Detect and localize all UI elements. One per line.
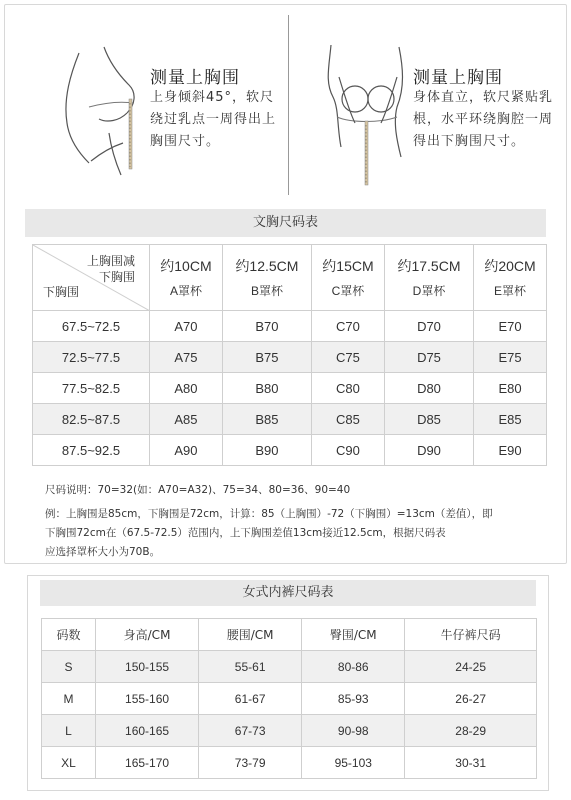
size-cell: A85 — [150, 404, 223, 435]
size-cell: D85 — [384, 404, 473, 435]
cup-difference: 约12.5CM — [235, 258, 299, 274]
cup-difference: 约15CM — [322, 258, 374, 274]
column-header: 臀围/CM — [302, 619, 405, 651]
size-cell: E80 — [474, 373, 547, 404]
upper-bust-figure-illustration — [49, 43, 149, 183]
bra-table-corner-cell — [33, 245, 150, 311]
underbust-range: 67.5~72.5 — [33, 311, 150, 342]
under-bust-figure-illustration — [311, 37, 421, 187]
column-header: 身高/CM — [95, 619, 198, 651]
cup-header — [222, 245, 311, 311]
size-code: S — [42, 651, 96, 683]
cup-label: C罩杯 — [331, 284, 365, 298]
size-cell: B75 — [222, 342, 311, 373]
hip-range: 80-86 — [302, 651, 405, 683]
size-cell: D90 — [384, 435, 473, 466]
size-cell: A80 — [150, 373, 223, 404]
hip-range: 85-93 — [302, 683, 405, 715]
pants-table-row — [42, 651, 537, 683]
size-cell: C85 — [312, 404, 385, 435]
size-cell: E70 — [474, 311, 547, 342]
size-cell: A90 — [150, 435, 223, 466]
column-header: 腰围/CM — [199, 619, 302, 651]
pants-table-row — [42, 715, 537, 747]
pants-table-header-row — [42, 619, 537, 651]
jeans-size: 26-27 — [405, 683, 537, 715]
height-range: 150-155 — [95, 651, 198, 683]
size-explanation: 尺码说明：70=32(如：A70=A32)、75=34、80=36、90=40 — [45, 484, 351, 496]
size-cell: C80 — [312, 373, 385, 404]
jeans-size: 24-25 — [405, 651, 537, 683]
under-bust-instructions: 身体直立，软尺紧贴乳根，水平环绕胸腔一周得出下胸围尺寸。 — [413, 90, 554, 149]
waist-range: 61-67 — [199, 683, 302, 715]
size-cell: D80 — [384, 373, 473, 404]
size-cell: A70 — [150, 311, 223, 342]
panty-size-panel — [27, 575, 549, 791]
example-line: 下胸围72cm在（67.5-72.5）范围内，上下胸围差值13cm接近12.5cm，根据尺码表 — [45, 527, 446, 539]
size-code: M — [42, 683, 96, 715]
column-header: 牛仔裤尺码 — [405, 619, 537, 651]
bra-size-panel — [4, 4, 567, 564]
cup-header — [384, 245, 473, 311]
cup-header — [150, 245, 223, 311]
size-cell: E90 — [474, 435, 547, 466]
size-cell: D75 — [384, 342, 473, 373]
size-cell: D70 — [384, 311, 473, 342]
cup-label: E罩杯 — [494, 284, 527, 298]
bra-table-row — [33, 311, 547, 342]
waist-range: 55-61 — [199, 651, 302, 683]
underbust-range: 77.5~82.5 — [33, 373, 150, 404]
size-cell: E85 — [474, 404, 547, 435]
cup-header — [474, 245, 547, 311]
pants-size-table — [41, 618, 537, 779]
waist-range: 73-79 — [199, 747, 302, 779]
underbust-range: 72.5~77.5 — [33, 342, 150, 373]
size-cell: C75 — [312, 342, 385, 373]
column-header: 码数 — [42, 619, 96, 651]
height-range: 160-165 — [95, 715, 198, 747]
under-bust-title: 测量上胸围 — [413, 68, 503, 88]
bra-table-row — [33, 342, 547, 373]
size-code: XL — [42, 747, 96, 779]
corner-label-underbust: 下胸围 — [43, 285, 80, 299]
size-cell: B70 — [222, 311, 311, 342]
cup-difference: 约20CM — [484, 258, 536, 274]
corner-label-difference — [87, 253, 135, 285]
size-cell: C90 — [312, 435, 385, 466]
measurement-guide — [5, 5, 566, 203]
cup-difference: 约17.5CM — [397, 258, 461, 274]
cup-label: B罩杯 — [250, 284, 283, 298]
bra-table-row — [33, 373, 547, 404]
bra-size-table — [32, 244, 547, 466]
upper-bust-title: 测量上胸围 — [150, 68, 240, 88]
cup-label: D罩杯 — [412, 284, 446, 298]
height-range: 155-160 — [95, 683, 198, 715]
size-cell: A75 — [150, 342, 223, 373]
size-cell: B90 — [222, 435, 311, 466]
cup-header — [312, 245, 385, 311]
example-line: 例：上胸围是85cm，下胸围是72cm，计算：85（上胸围）-72（下胸围）=13cm（差值），即 — [45, 508, 493, 520]
bra-chart-title: 文胸尺码表 — [25, 209, 546, 237]
size-cell: B80 — [222, 373, 311, 404]
bra-table-row — [33, 435, 547, 466]
waist-range: 67-73 — [199, 715, 302, 747]
upper-bust-instructions: 上身倾斜45°，软尺绕过乳点一周得出上胸围尺寸。 — [150, 90, 277, 149]
pants-table-row — [42, 683, 537, 715]
hip-range: 90-98 — [302, 715, 405, 747]
jeans-size: 30-31 — [405, 747, 537, 779]
underbust-range: 87.5~92.5 — [33, 435, 150, 466]
corner-label-difference-text: 上胸围减 下胸围 — [86, 254, 135, 284]
pants-table-row — [42, 747, 537, 779]
pants-chart-title: 女式内裤尺码表 — [40, 580, 536, 606]
underbust-range: 82.5~87.5 — [33, 404, 150, 435]
bra-table-row — [33, 404, 547, 435]
height-range: 165-170 — [95, 747, 198, 779]
example-line: 应选择罩杯大小为70B。 — [45, 546, 161, 558]
cup-label: A罩杯 — [169, 284, 202, 298]
cup-difference: 约10CM — [160, 258, 212, 274]
size-code: L — [42, 715, 96, 747]
size-cell: B85 — [222, 404, 311, 435]
size-cell: C70 — [312, 311, 385, 342]
hip-range: 95-103 — [302, 747, 405, 779]
size-cell: E75 — [474, 342, 547, 373]
jeans-size: 28-29 — [405, 715, 537, 747]
section-divider — [288, 15, 289, 195]
bra-table-header-row — [33, 245, 547, 311]
size-example — [45, 505, 545, 562]
